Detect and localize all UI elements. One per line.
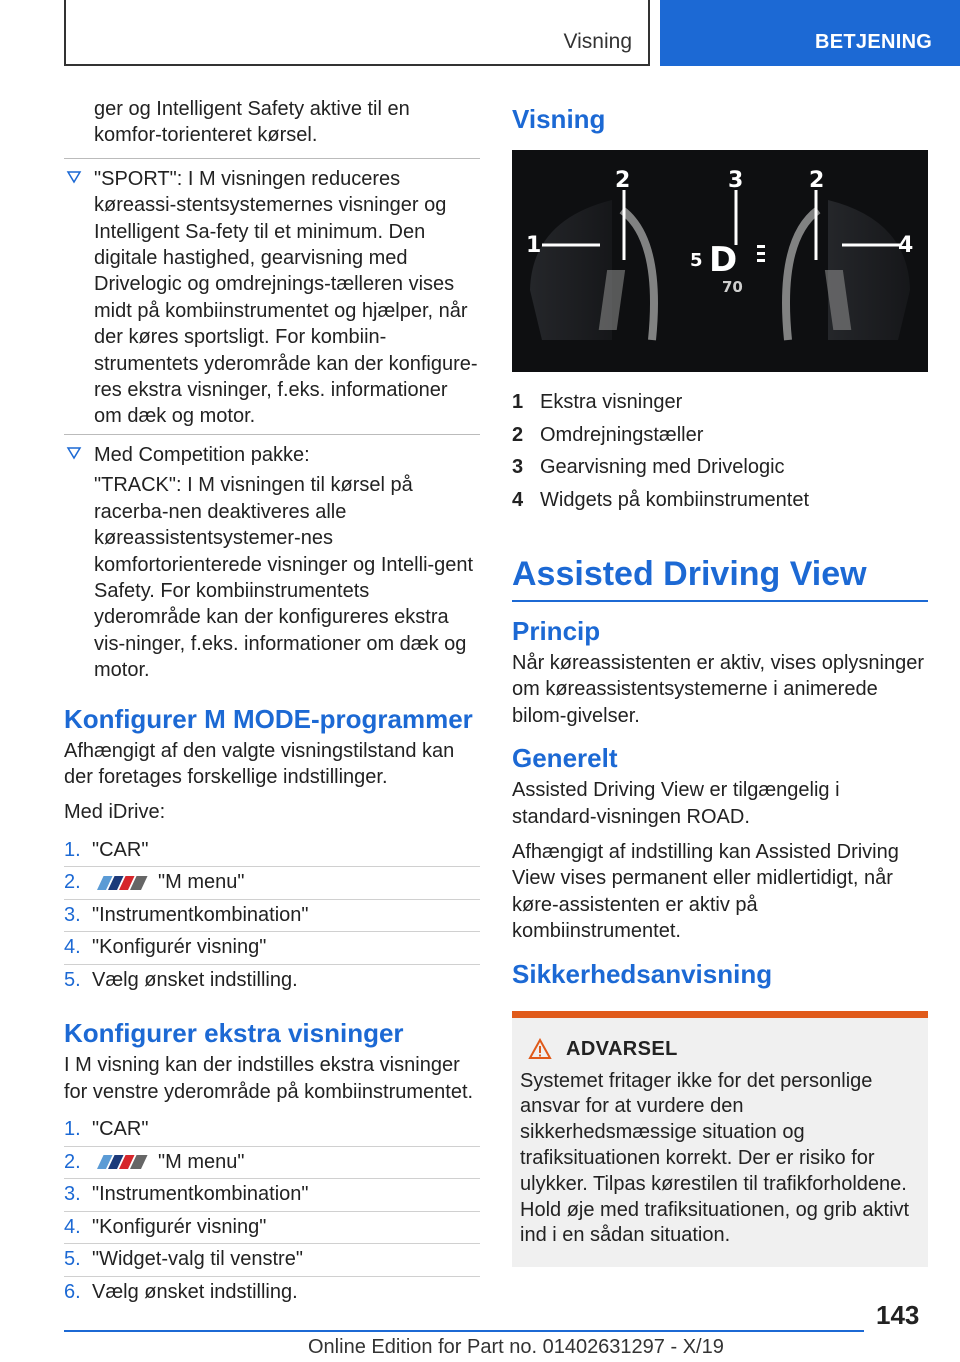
- list-item: 1. "CAR": [64, 838, 149, 861]
- right-column: [512, 96, 928, 1267]
- list-item: 2. "M menu": [64, 866, 480, 899]
- section-text: Assisted Driving View er tilgængelig i standard-visningen ROAD.: [512, 779, 840, 828]
- list-item: 5. "Widget-valg til venstre": [64, 1243, 480, 1276]
- left-column: [64, 96, 480, 1314]
- callout-label: 5: [690, 250, 703, 271]
- section-text: Afhængigt af den valgte visningstilstand kan der foretages forskellige indstillinger.: [64, 739, 455, 788]
- callout-label: 2: [809, 168, 825, 193]
- callout-label: 70: [722, 278, 743, 296]
- instrument-cluster-illustration: [512, 150, 928, 372]
- callout-label: 3: [728, 168, 744, 193]
- steps-list-extra-views: [64, 1114, 480, 1308]
- list-item: 1. "CAR": [64, 1118, 149, 1141]
- section-text: Afhængigt af indstilling kan Assisted Driving View vises permanent eller midlertidigt, når køre-assistenten er aktiv på kombiinstrumentet.: [512, 841, 899, 943]
- section-heading-extra-views: Konfigurer ekstra visninger: [64, 1018, 404, 1049]
- chapter-heading-adv: Assisted Driving View: [512, 555, 867, 593]
- warning-triangle-icon: [528, 1038, 552, 1060]
- list-item: 6. Vælg ønsket indstilling.: [64, 1276, 480, 1309]
- section-heading-m-mode: Konfigurer M MODE-programmer: [64, 703, 473, 734]
- callout-legend: [512, 386, 809, 516]
- triangle-bullet-icon: [66, 169, 82, 185]
- bullet-competition: [64, 434, 480, 468]
- warning-header: [520, 1038, 920, 1061]
- section-text: Med iDrive:: [64, 801, 166, 824]
- list-item: 3. "Instrumentkombination": [64, 899, 480, 932]
- bullet-text: "SPORT": I M visningen reduceres køreassi-stentsystemernes visninger og Intelligent Sa-fety til et minimum. Den digitale hastighed, gearvisning med Drivelogic og omdrejnings-tælleren vises midt på kombiinstrumentet og hjælper, når der køres sportsligt. For kombiin-strumentets yderområde kan der konfigure-res ekstra visninger, f.eks. informationer om dæk og motor.: [94, 167, 478, 428]
- section-text: I M visning kan der indstilles ekstra visninger for venstre yderområde på kombiinstrumentet.: [64, 1054, 474, 1103]
- intro-text: ger og Intelligent Safety aktive til en komfor-torienteret kørsel.: [94, 98, 410, 147]
- footer-text: Online Edition for Part no. 01402631297 - X/19: [308, 1336, 724, 1358]
- callout-label: 2: [615, 168, 631, 193]
- header-chapter-title: BETJENING: [815, 31, 933, 53]
- warning-box: [512, 1011, 928, 1268]
- triangle-bullet-icon: [66, 445, 82, 461]
- bullet-track-text: "TRACK": I M visningen til kørsel på racerba-nen deaktiveres alle køreassistentsystemer-nes komfortorienterede visninger og Intelli-gent Safety. For kombiinstrumentets yderområde kan der konfigureres ekstra vis-ninger, f.eks. informationer om dæk og motor.: [94, 474, 474, 682]
- bullet-sport: [64, 158, 480, 430]
- warning-text: Hold øje med trafiksituationen, og grib aktivt ind i en sådan situation.: [520, 1198, 910, 1247]
- list-item: 5. Vælg ønsket indstilling.: [64, 964, 480, 997]
- list-item: 4. "Konfigurér visning": [64, 931, 480, 964]
- m-logo-icon: [92, 1154, 150, 1170]
- list-item: 2. "M menu": [64, 1146, 480, 1179]
- header-section-tab: [64, 0, 650, 66]
- section-text: Når køreassistenten er aktiv, vises oplysninger om køreassistentsystemerne i animerede bilom-givelser.: [512, 652, 925, 727]
- heading-divider: [512, 600, 928, 602]
- callout-label: 1: [526, 233, 542, 258]
- table-row: 1 Ekstra visninger: [512, 391, 683, 413]
- callout-label: 4: [898, 233, 914, 258]
- table-row: 3 Gearvisning med Drivelogic: [512, 456, 785, 478]
- page-number: 143: [876, 1300, 920, 1330]
- warning-text: Systemet fritager ikke for det personlige ansvar for at vurdere den sikkerhedsmæssige situation og trafiksituationen korrekt. Der er risiko for ulykker. Tilpas kørestilen til trafikforholdene.: [520, 1069, 907, 1195]
- list-item: 3. "Instrumentkombination": [64, 1178, 480, 1211]
- section-heading-sikkerhed: Sikkerhedsanvisning: [512, 958, 773, 989]
- instrument-cluster-image: [512, 150, 928, 372]
- footer-divider: [64, 1330, 864, 1332]
- list-item: 4. "Konfigurér visning": [64, 1211, 480, 1244]
- section-heading-visning: Visning: [512, 104, 606, 134]
- header-chapter-tab: [660, 0, 960, 66]
- section-heading-generelt: Generelt: [512, 743, 618, 774]
- table-row: 4 Widgets på kombiinstrumentet: [512, 488, 810, 511]
- m-logo-icon: [92, 875, 150, 891]
- warning-label: ADVARSEL: [566, 1037, 678, 1060]
- steps-list-m-mode: [64, 835, 480, 997]
- section-heading-princip: Princip: [512, 616, 601, 646]
- callout-label: D: [709, 240, 738, 280]
- header-section-title: Visning: [563, 30, 632, 53]
- table-row: 2 Omdrejningstæller: [512, 423, 704, 446]
- bullet-text: Med Competition pakke:: [94, 443, 310, 466]
